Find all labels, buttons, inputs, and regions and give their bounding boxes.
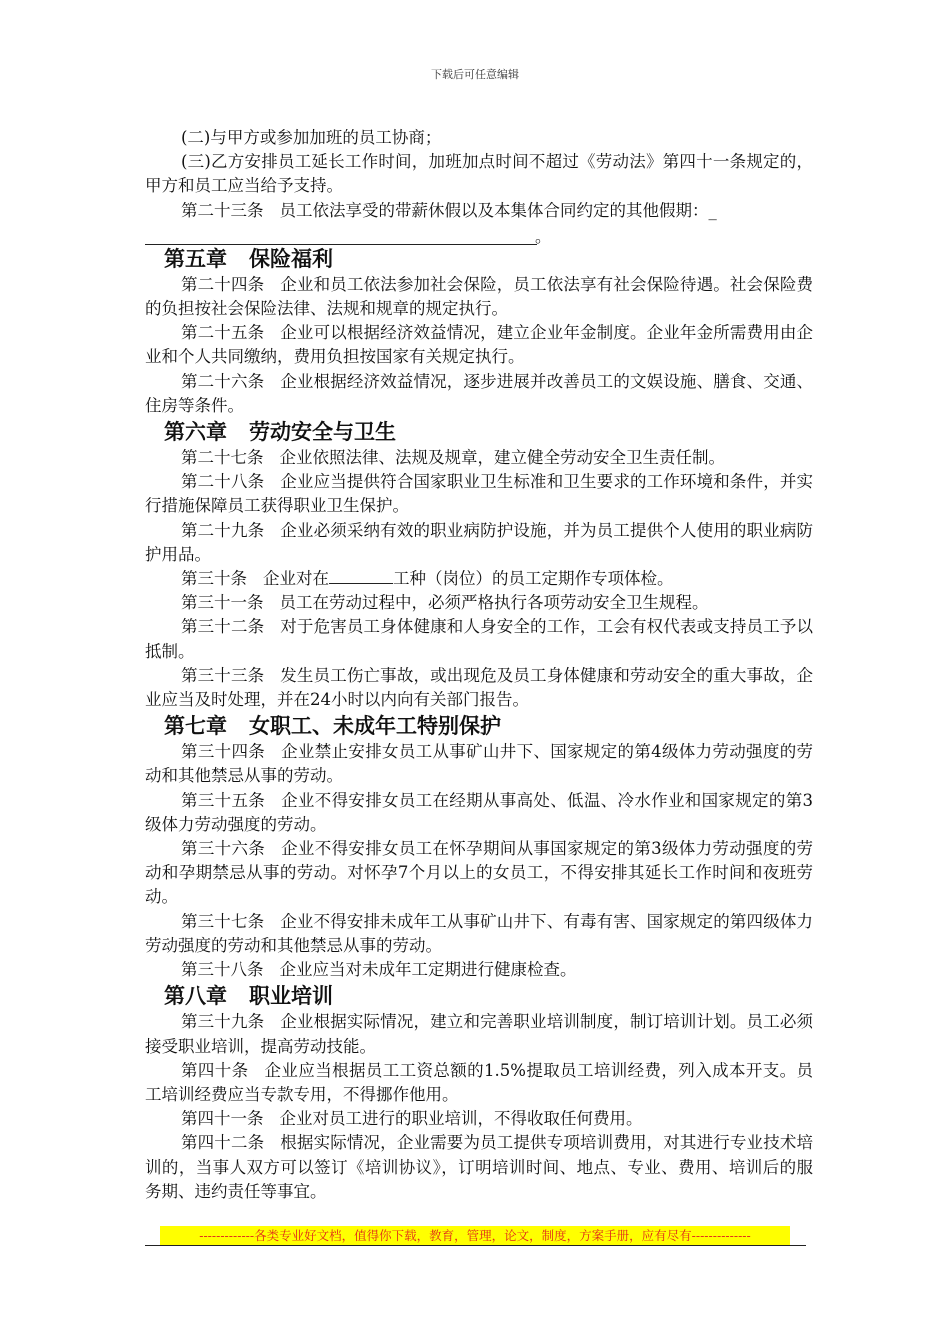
chapter-number: 第七章 (164, 714, 227, 739)
fill-in-blank-line (145, 223, 551, 246)
article-text: 企业不得安排未成年工从事矿山井下、有毒有害、国家规定的第四级体力劳动强度的劳动和其他禁忌从事的劳动。 (145, 911, 814, 955)
article-33 (145, 664, 813, 712)
footer-promo-banner: -------------各类专业好文档，值得你下载，教育，管理，论文，制度，方案手册，应有尽有-------------- (160, 1226, 790, 1245)
document-body (145, 126, 813, 1204)
article-31 (145, 591, 813, 615)
article-24 (145, 273, 813, 321)
article-38 (145, 958, 813, 982)
article-number: 第二十八条 (181, 472, 265, 492)
fill-in-blank (329, 567, 393, 584)
chapter-8-heading (164, 982, 813, 1010)
chapter-6-heading (164, 418, 813, 446)
article-27 (145, 446, 813, 470)
chapter-title: 保险福利 (249, 246, 333, 271)
article-30 (145, 567, 813, 591)
article-number: 第三十二条 (181, 617, 265, 637)
article-text: 企业和员工依法参加社会保险，员工依法享有社会保险待遇。社会保险费的负担按社会保险法律、法规和规章的规定执行。 (145, 274, 814, 319)
footer-divider (145, 1245, 806, 1246)
article-26 (145, 370, 813, 418)
article-text: 企业应当提供符合国家职业卫生标准和卫生要求的工作环境和条件，并实行措施保障员工获得职业卫生保护。 (145, 472, 814, 516)
article-text: 企业依照法律、法规及规章，建立健全劳动安全卫生责任制。 (279, 448, 725, 468)
article-number: 第二十三条 (181, 200, 264, 220)
article-number: 第四十一条 (181, 1109, 264, 1129)
article-text: 企业禁止安排女员工从事矿山井下、国家规定的第4级体力劳动强度的劳动和其他禁忌从事的劳动。 (145, 742, 814, 786)
intro-line-1: (二)与甲方或参加加班的员工协商； (181, 128, 442, 147)
chapter-number: 第六章 (164, 420, 227, 445)
article-number: 第三十六条 (181, 839, 266, 859)
blank-line-end: 。 (534, 226, 551, 246)
article-number: 第三十九条 (181, 1012, 265, 1032)
article-text: 企业根据实际情况，建立和完善职业培训制度，制订培训计划。员工必须接受职业培训，提高劳动技能。 (145, 1012, 814, 1056)
article-number: 第二十六条 (181, 371, 265, 391)
article-number: 第二十五条 (181, 323, 265, 343)
article-number: 第二十九条 (181, 520, 265, 540)
article-32 (145, 615, 813, 663)
article-text: 企业应当根据员工工资总额的1.5%提取员工培训经费，列入成本开支。员工培训经费应当专款专用，不得挪作他用。 (145, 1060, 814, 1104)
article-text: 企业必须采纳有效的职业病防护设施，并为员工提供个人使用的职业病防护用品。 (145, 520, 814, 564)
article-text: 企业根据经济效益情况，逐步进展并改善员工的文娱设施、膳食、交通、住房等条件。 (145, 371, 814, 415)
article-number: 第四十二条 (181, 1133, 265, 1153)
intro-line-2: (三)乙方安排员工延长工作时间，加班加点时间不超过《劳动法》第四十一条规定的，甲方和员工应当给予支持。 (145, 152, 813, 196)
article-text-post: 工种（岗位）的员工定期作专项体检。 (393, 569, 674, 589)
article-number: 第四十条 (181, 1060, 249, 1080)
article-number: 第三十四条 (181, 742, 266, 762)
article-number: 第三十五条 (181, 790, 266, 810)
article-number: 第三十三条 (181, 665, 265, 685)
chapter-title: 职业培训 (249, 984, 333, 1009)
article-42 (145, 1131, 813, 1204)
article-36 (145, 837, 813, 910)
chapter-title: 女职工、未成年工特别保护 (249, 714, 501, 739)
article-number: 第三十七条 (181, 911, 265, 931)
article-41 (145, 1107, 813, 1131)
article-28 (145, 470, 813, 518)
article-text: 企业不得安排女员工在经期从事高处、低温、冷水作业和国家规定的第3级体力劳动强度的劳动。 (145, 790, 814, 834)
article-text: 员工在劳动过程中，必须严格执行各项劳动安全卫生规程。 (279, 593, 709, 613)
article-39 (145, 1010, 813, 1058)
article-29 (145, 519, 813, 567)
article-number: 第三十一条 (181, 593, 264, 613)
article-25 (145, 321, 813, 369)
article-text: 员工依法享受的带薪休假以及本集体合同约定的其他假期：_ (279, 200, 717, 220)
article-number: 第二十四条 (181, 274, 265, 294)
article-text: 根据实际情况，企业需要为员工提供专项培训费用，对其进行专业技术培训的，当事人双方可以签订《培训协议》，订明培训时间、地点、专业、费用、培训后的服务期、违约责任等事宜。 (145, 1133, 814, 1201)
chapter-7-heading (164, 712, 813, 740)
chapter-5-heading (164, 245, 813, 273)
article-23 (145, 199, 813, 223)
article-text-pre: 企业对在 (263, 569, 329, 589)
article-34 (145, 740, 813, 788)
article-35 (145, 789, 813, 837)
article-text: 企业应当对未成年工定期进行健康检查。 (279, 960, 577, 980)
header-note: 下载后可任意编辑 (431, 68, 519, 81)
article-text: 企业可以根据经济效益情况，建立企业年金制度。企业年金所需费用由企业和个人共同缴纳，费用负担按国家有关规定执行。 (145, 323, 814, 367)
article-number: 第三十八条 (181, 960, 264, 980)
chapter-number: 第五章 (164, 246, 227, 271)
article-text: 企业对员工进行的职业培训，不得收取任何费用。 (279, 1109, 643, 1129)
article-text: 企业不得安排女员工在怀孕期间从事国家规定的第3级体力劳动强度的劳动和孕期禁忌从事的劳动。对怀孕7个月以上的女员工，不得安排其延长工作时间和夜班劳动。 (145, 839, 814, 907)
article-text: 发生员工伤亡事故，或出现危及员工身体健康和劳动安全的重大事故，企业应当及时处理，并在24小时以内向有关部门报告。 (145, 665, 814, 710)
chapter-number: 第八章 (164, 984, 227, 1009)
article-number: 第二十七条 (181, 448, 264, 468)
article-40 (145, 1059, 813, 1107)
article-number: 第三十条 (181, 569, 247, 589)
chapter-title: 劳动安全与卫生 (249, 420, 396, 445)
article-37 (145, 910, 813, 958)
article-text: 对于危害员工身体健康和人身安全的工作，工会有权代表或支持员工予以抵制。 (145, 617, 814, 661)
